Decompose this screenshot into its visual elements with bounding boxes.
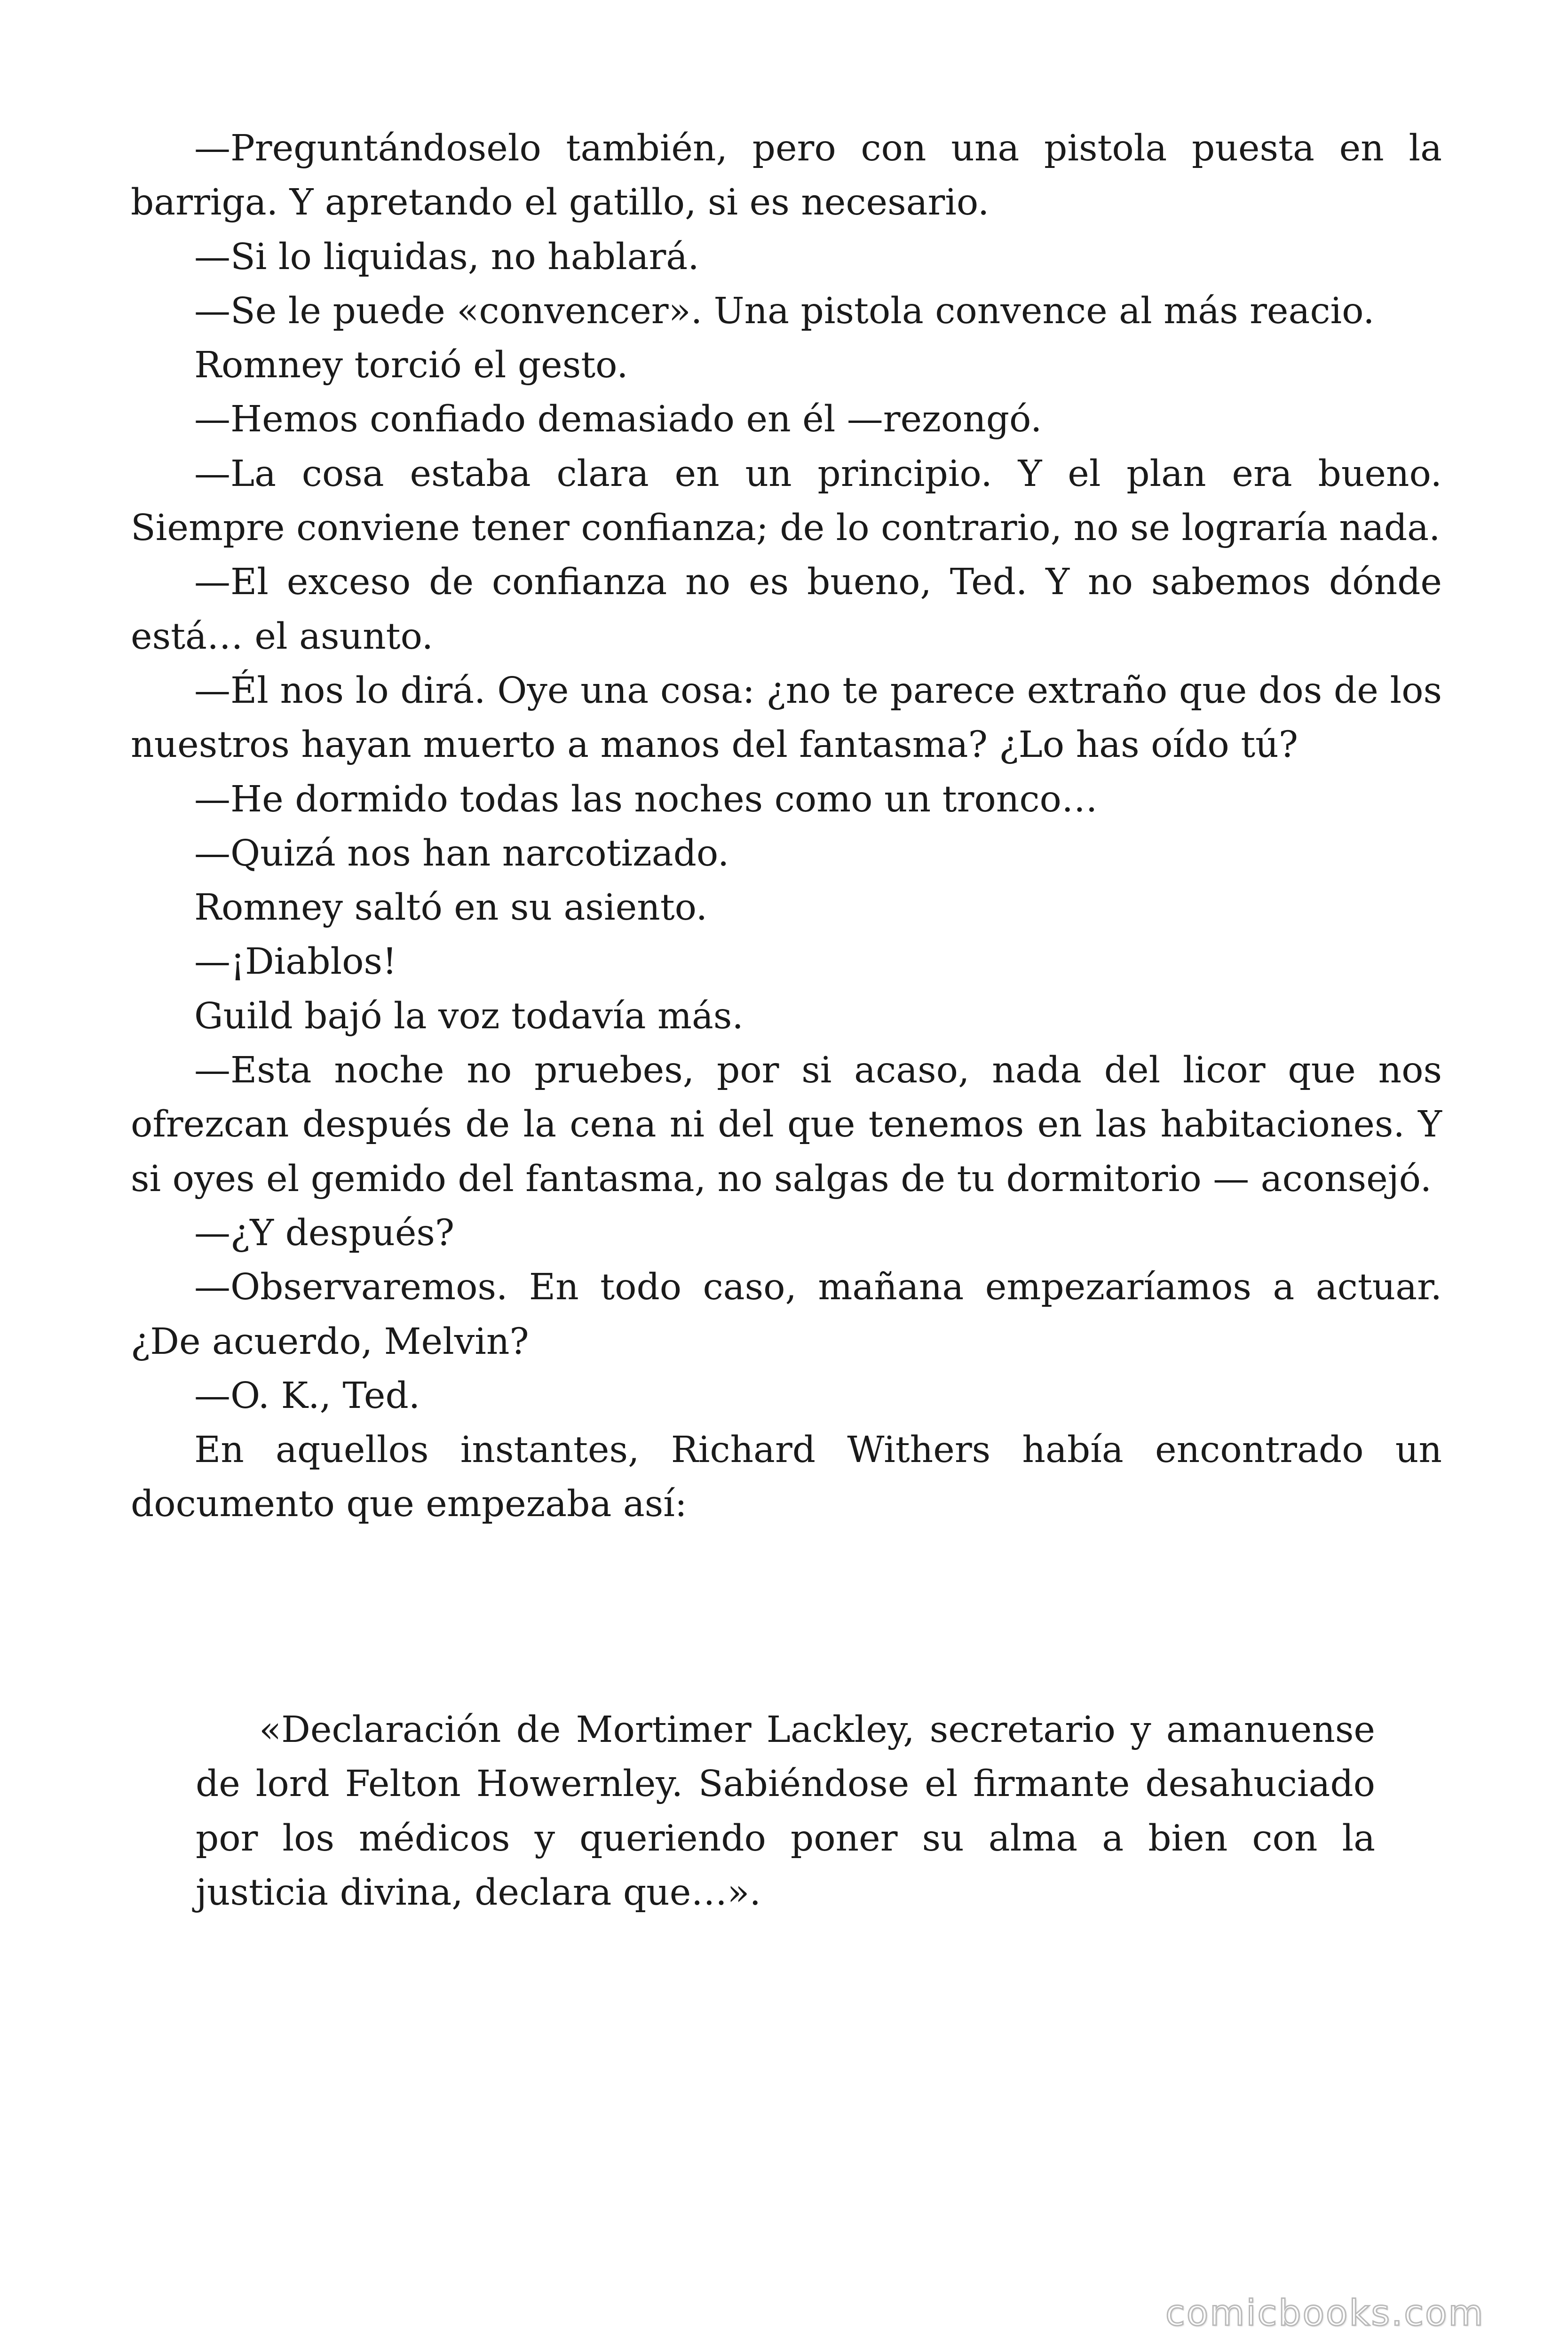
paragraph: —Preguntándoselo también, pero con una pistola puesta en la barriga. Y apretando el gatillo, si es necesario. [131, 127, 1442, 224]
paragraph: —Hemos confiado demasiado en él —rezongó. [194, 398, 1042, 441]
paragraph: —¿Y después? [194, 1212, 455, 1254]
paragraph: —¡Diablos! [194, 941, 397, 983]
paragraph: Romney saltó en su asiento. [194, 887, 708, 929]
paragraph: Guild bajó la voz todavía más. [194, 995, 744, 1037]
paragraph: —El exceso de confianza no es bueno, Ted. Y no sabemos dónde está… el asunto. [131, 561, 1442, 658]
paragraph: —O. K., Ted. [194, 1375, 420, 1417]
paragraph: —Él nos lo dirá. Oye una cosa: ¿no te parece extraño que dos de los nuestros hayan muerto a manos del fantasma? ¿Lo has oído tú? [131, 669, 1442, 766]
paragraph: —Observaremos. En todo caso, mañana empezaríamos a actuar. ¿De acuerdo, Melvin? [131, 1266, 1442, 1363]
paragraph: —Si lo liquidas, no hablará. [194, 236, 699, 278]
paragraph: —He dormido todas las noches como un tronco… [194, 778, 1098, 820]
body-text [131, 121, 1442, 1532]
paragraph: —Se le puede «convencer». Una pistola convence al más reacio. [194, 290, 1375, 332]
paragraph: —Quizá nos han narcotizado. [194, 832, 729, 874]
paragraph: En aquellos instantes, Richard Withers había encontrado un documento que empezaba así: [131, 1429, 1442, 1526]
paragraph: —La cosa estaba clara en un principio. Y el plan era bueno. Siempre conviene tener confianza; de lo contrario, no se lograría nada. [131, 453, 1442, 549]
paragraph: —Esta noche no pruebes, por si acaso, nada del licor que nos ofrezcan después de la cena ni del que tenemos en las habitaciones. Y si oyes el gemido del fantasma, no salgas de tu dormitorio — aconsejó. [131, 1049, 1442, 1200]
quoted-document [196, 1703, 1375, 1920]
paragraph: Romney torció el gesto. [194, 344, 628, 387]
watermark-logo: comicbooks.com [1165, 2292, 1485, 2334]
quote-paragraph: «Declaración de Mortimer Lackley, secretario y amanuense de lord Felton Howernley. Sabiéndose el firmante desahuciado por los médicos y queriendo poner su alma a bien con la justicia divina, declara que…». [196, 1709, 1375, 1914]
